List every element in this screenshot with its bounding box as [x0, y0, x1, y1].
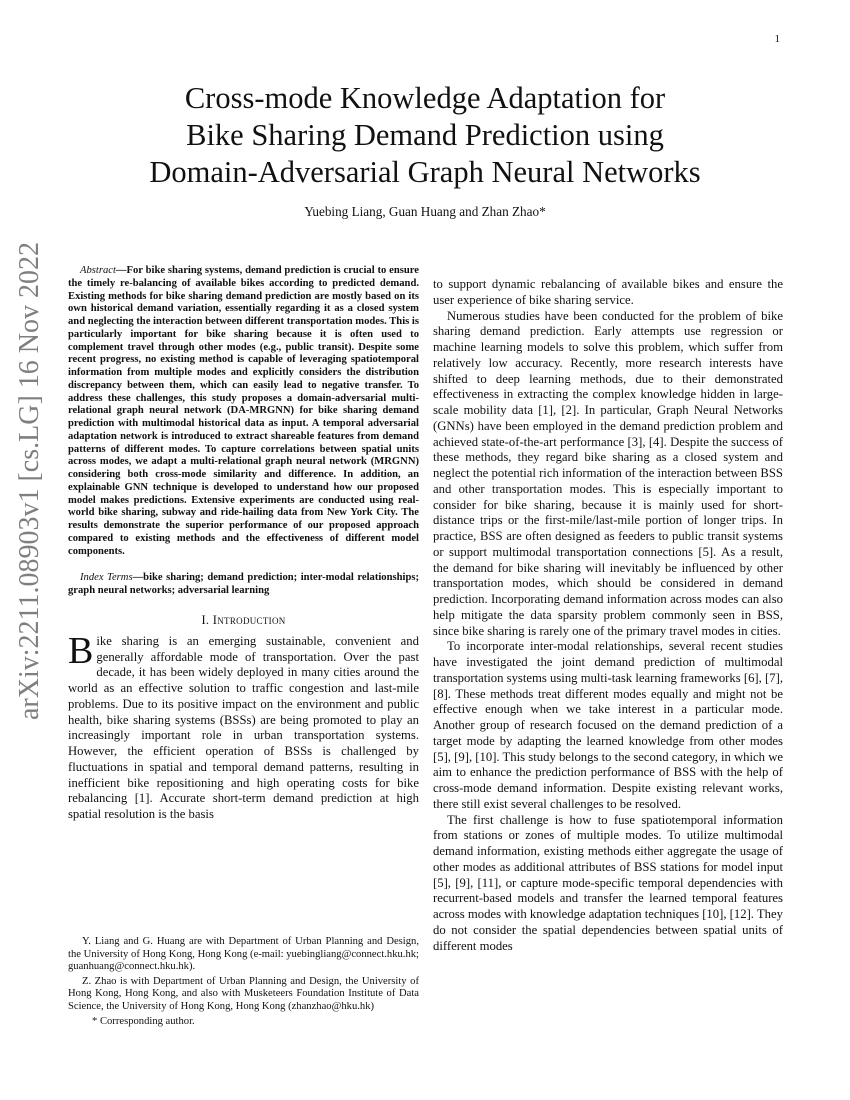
title-line: Bike Sharing Demand Prediction using	[186, 118, 664, 152]
index-terms	[68, 572, 419, 598]
author-list: Yuebing Liang, Guan Huang and Zhan Zhao*	[304, 204, 546, 219]
intro-paragraph: Bike sharing is an emerging sustainable, convenient and generally affordable mode of transportation. Over the past decade, it has been widely deployed in many cities around the world as an effective solution to traffic congestion and last-mile problems. Due to its positive impact on the environment and public health, bike sharing systems (BSSs) are being promoted to play an increasingly important role in urban transportation systems. However, the efficient operation of BSSs is challenged by fluctuations in spatial and temporal demand patterns, resulting in inefficient bike repositioning and high operating costs for bike rebalancing [1]. Accurate short-term demand prediction at high spatial resolution is the basis	[68, 629, 419, 821]
abstract-text: —For bike sharing systems, demand prediction is crucial to ensure the timely re-balancing of available bikes according to predicted demand. Existing methods for bike sharing demand prediction are mostly based on its own historical demand variation, essentially regarding it as a closed system and neglecting the interaction between different transportation modes. This is particularly important for bike sharing because it is often used to complement travel through other modes (e.g., public transit). Despite some recent progress, no existing method is capable of leveraging spatiotemporal information from multiple modes and explicitly considers the distribution discrepancy between them, which can easily lead to negative transfer. To address these challenges, this study proposes a domain-adversarial multi-relational graph neural network (DA-MRGNN) for bike sharing demand prediction with multimodal historical data as input. A temporal adversarial adaptation network is introduced to extract shareable features from demand patterns of different modes. To capture correlations between spatial units across modes, we adapt a multi-relational graph neural network (MRGNN) considering both cross-mode similarity and difference. In addition, an explainable GNN technique is developed to understand how our proposed model makes predictions. Extensive experiments are conducted using real-world bike sharing, subway and ride-hailing data from New York City. The results demonstrate the superior performance of our proposed approach compared to existing methods and the effectiveness of different model components.	[68, 265, 419, 557]
section-numeral: I.	[201, 612, 213, 627]
arxiv-stamp	[14, 241, 46, 721]
page-number: 1	[774, 33, 780, 45]
footnote-corresponding: * Corresponding author.	[92, 1015, 195, 1027]
body-paragraph: The first challenge is how to fuse spatiotemporal information from stations or zones of multiple modes. To utilize multimodal demand information, existing methods either aggregate the usage of other modes as additional attributes of BSS stations for model input [5], [9], [11], or capture mode-specific temporal dependencies with recurrent-based models and transfer the learned temporal features across modes with knowledge adaptation techniques [10], [12]. They do not consider the spatial dependencies between spatial units of different modes	[433, 812, 783, 953]
title-line: Domain-Adversarial Graph Neural Networks	[149, 155, 701, 189]
paper-title	[68, 80, 782, 191]
right-column	[433, 277, 783, 954]
arxiv-stamp-text: arXiv:2211.08903v1 [cs.LG] 16 Nov 2022	[14, 241, 46, 721]
body-paragraph: To incorporate inter-modal relationships, several recent studies have investigated the joint demand prediction of multimodal transportation systems using multi-task learning frameworks [6], [7], [8]. These methods treat different modes equally and might not be effective enough when we take interest in a particular mode. Another group of research focused on the demand prediction of a target mode by adapting the learned knowledge from other modes [5], [9], [10]. This study belongs to the second category, in which we aim to enhance the prediction performance of BSS with the help of cross-mode demand information. Despite existing relevant works, there still exist several challenges to be resolved.	[433, 639, 783, 811]
body-paragraph: to support dynamic rebalancing of available bikes and ensure the user experience of bike sharing service.	[433, 277, 783, 307]
section-title: Introduction	[212, 612, 286, 627]
footnote-affiliation: Z. Zhao is with Department of Urban Planning and Design, the University of Hong Kong, Hong Kong, and also with Musketeers Foundation Institute of Data Science, the University of Hong Kong, Hong Kong (zhanzhao@hku.hk)	[68, 975, 419, 1012]
abstract-label: Abstract	[80, 265, 116, 276]
section-heading-introduction	[68, 613, 419, 628]
footnote-affiliation: Y. Liang and G. Huang are with Department of Urban Planning and Design, the University of Hong Kong, Hong Kong (e-mail: yuebingliang@connect.hku.hk; guanhuang@connect.hku.hk).	[68, 936, 419, 973]
body-paragraph: Numerous studies have been conducted for the problem of bike sharing demand prediction. Early attempts use regression or machine learning models to solve this problem, which suffer from relatively low accuracy. Recently, more research interests have shifted to deep learning methods, due to their demonstrated effectiveness in extracting the complex knowledge hidden in large-scale mobility data [1], [2]. In particular, Graph Neural Networks (GNNs) have been employed in the demand prediction problem and achieved state-of-the-art performance [3], [4]. Despite the success of these methods, they regard bike sharing as a closed system and neglect the potential rich information of the interaction between BSS and other transportation modes. This is especially important to consider for bike sharing, because it is mainly used for short-distance trips or the first-mile/last-mile portion of longer trips. In practice, BSS are often designed as feeders to public transit systems or support multimodal transportation connections [5]. As a result, the demand for bike sharing will inevitably be influenced by other transportation modes, which should be considered in demand prediction. Incorporating demand information across modes can also help mitigate the data sparsity problem commonly seen in BSS, since bike sharing is rarely one of the primary travel modes in cities.	[433, 308, 783, 638]
footnotes	[68, 936, 419, 1030]
index-terms-label: Index Terms	[80, 572, 133, 584]
abstract	[68, 265, 419, 558]
left-column	[68, 265, 419, 823]
index-terms-text: —bike sharing; demand prediction; inter-modal relationships; graph neural networks; adversarial learning	[68, 572, 419, 596]
title-line: Cross-mode Knowledge Adaptation for	[184, 81, 666, 115]
